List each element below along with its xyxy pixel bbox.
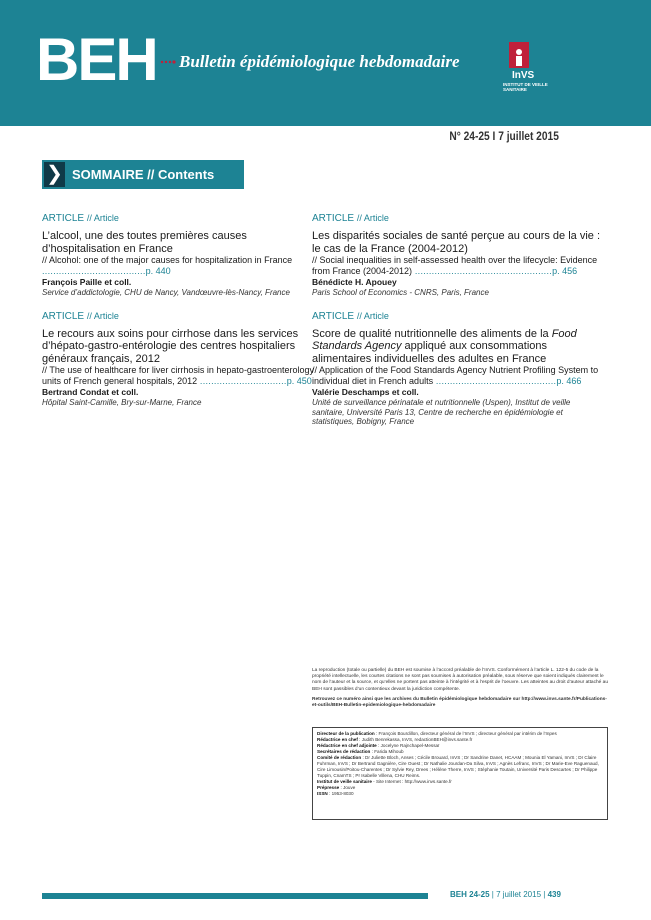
right-column: [312, 212, 602, 439]
journal-title: Bulletin épidémiologique hebdomadaire: [179, 52, 460, 71]
article-author: Bénédicte H. Apouey: [312, 277, 397, 287]
invs-name: InVS: [512, 70, 535, 81]
beh-logo: BEH: [36, 26, 157, 93]
chevron-right-icon: ❯: [44, 162, 65, 187]
article-title-en: // Application of the Food Standards Agency Nutrient Profiling System to individual diet in French adults ...........................................p. 466: [312, 365, 599, 386]
article-title-fr: L’alcool, une des toutes premières causes d’hospitalisation en France: [42, 230, 247, 255]
legal-notice: [312, 668, 612, 713]
article-affiliation: Service d’addictologie, CHU de Nancy, Vandœuvre-lès-Nancy, France: [42, 288, 290, 297]
page-ref: p. 456: [552, 265, 578, 276]
credit-line: Directeur de la publication : François Bourdillon, directeur général de l’InVS ; directeur général par intérim de l’Inpes: [317, 731, 557, 736]
issue-number: N° 24-25 I 7 juillet 2015: [449, 129, 559, 143]
credit-line: ISSN : 1953-8030: [317, 791, 354, 796]
article-affiliation: Unité de surveillance périnatale et nutritionnelle (Uspen), Institut de veille sanitaire, Université Paris 13, Centre de recherche en épidémiologie et statistiques, Bobigny, France: [312, 398, 571, 426]
article-entry[interactable]: [42, 310, 322, 408]
article-title-fr: Score de qualité nutritionnelle des aliments de la Food Standards Agency appliqué aux consommations alimentaires individuelles des adultes en France: [312, 327, 577, 365]
credit-line: Rédactrice en chef : Judith Benrekassa, InVS, redactionBEH@invs.sante.fr: [317, 737, 473, 742]
article-author: François Paille et coll.: [42, 277, 132, 287]
article-label: ARTICLE // Article: [42, 310, 119, 322]
article-title-en: // Alcohol: one of the major causes for hospitalization in France .....................................p. 440: [42, 255, 293, 276]
footer-journal: BEH 24-25: [450, 890, 490, 899]
credits-box: [312, 727, 608, 820]
article-label: ARTICLE // Article: [312, 310, 389, 322]
copyright-text: La reproduction (totale ou partielle) du BEH est soumise à l’accord préalable de l’InVS. Conformément à l’article L. 122-5 du code de la propriété intellectuelle, les courtes citations ne sont pas soumises à autorisation préalable, sous réserve que soient indiqués clairement le nom de l’auteur et la source, et qu’elles ne portent pas atteinte à l’intégrité et à l’esprit de l’oeuvre. Les atteintes au droit d’auteur attaché au BEH sont passibles d’un contentieux devant la juridiction compétente.: [312, 668, 608, 692]
article-label: ARTICLE // Article: [312, 213, 389, 224]
credit-line: Secrétaires de rédaction : Farida Mihoub: [317, 749, 404, 754]
sommaire-label: SOMMAIRE // Contents: [72, 167, 215, 182]
footer-bar: [42, 893, 428, 899]
article-entry[interactable]: [312, 310, 602, 427]
article-label: ARTICLE // Article: [42, 213, 119, 224]
left-column: [42, 212, 322, 420]
article-author: Bertrand Condat et coll.: [42, 387, 139, 397]
article-title-fr: Les disparités sociales de santé perçue au cours de la vie : le cas de la France (2004-2012): [312, 230, 600, 255]
credit-line: Rédactrice en chef adjointe : Jocelyne Rajnchapel-Messaï: [317, 743, 440, 748]
article-author: Valérie Deschamps et coll.: [312, 387, 419, 397]
footer-page: 439: [547, 890, 561, 899]
credit-line: Institut de veille sanitaire - Site Internet : http://www.invs.sante.fr: [317, 779, 452, 784]
footer-info: BEH 24-25 | 7 juillet 2015 | 439: [450, 890, 561, 899]
credit-line: Comité de rédaction : Dr Juliette Bloch, Anses ; Cécile Brouard, InVS ; Dr Sandrine Danet, HCAAM ; Mounia El Yamani, InVS ; Dr Claire Fuhrman, InVS ; Dr Bertrand Gagnière, Cire Ouest ; Dr Nathalie Jourdan-Da Silva, InVS ; Agnès Lefranc, InVS ; Dr Marie-Eve Raguenaud, Cire Limousin/Poitou-Charentes ; Dr Sylvie Rey, Drees ; Hélène Therre, InVS ; Stéphanie Toutain, Université Paris Descartes ; Dr Philippe Tuppin, CnamTS ; Pr Isabelle Villena, CHU Reims.: [317, 755, 599, 778]
sommaire-banner: [42, 160, 244, 189]
archives-link[interactable]: Retrouvez ce numéro ainsi que les archives du Bulletin épidémiologique hebdomadaire sur http://www.invs.sante.fr/Publications-et-outils/BEH-Bulletin-epidemiologique-hebdomadaire: [312, 696, 607, 709]
page-ref: p. 450: [286, 375, 312, 386]
page-ref: p. 466: [556, 375, 582, 386]
article-entry[interactable]: [42, 212, 322, 298]
page-ref: p. 440: [145, 265, 171, 276]
article-title-en: // The use of healthcare for liver cirrhosis in hepato-gastroenterology units of French general hospitals, 2012 ...............................p. 450: [42, 365, 314, 386]
invs-subtitle: INSTITUT DE VEILLE SANITAIRE: [503, 82, 548, 92]
article-affiliation: Hôpital Saint-Camille, Bry-sur-Marne, France: [42, 398, 202, 407]
article-affiliation: Paris School of Economics - CNRS, Paris, France: [312, 288, 489, 297]
article-title-fr: Le recours aux soins pour cirrhose dans les services d’hépato-gastro-entérologie des centres hospitaliers généraux français, 2012: [42, 327, 299, 365]
header-banner: [0, 0, 651, 126]
article-title-en: // Social inequalities in self-assessed health over the lifecycle: Evidence from France (2004-2012) .................................................p. 456: [312, 255, 598, 276]
dots-arrow-icon: [160, 56, 176, 68]
article-entry[interactable]: [312, 212, 602, 298]
footer-date: 7 juillet 2015: [496, 890, 542, 899]
credit-line: Prépresse : Jouve: [317, 785, 356, 790]
